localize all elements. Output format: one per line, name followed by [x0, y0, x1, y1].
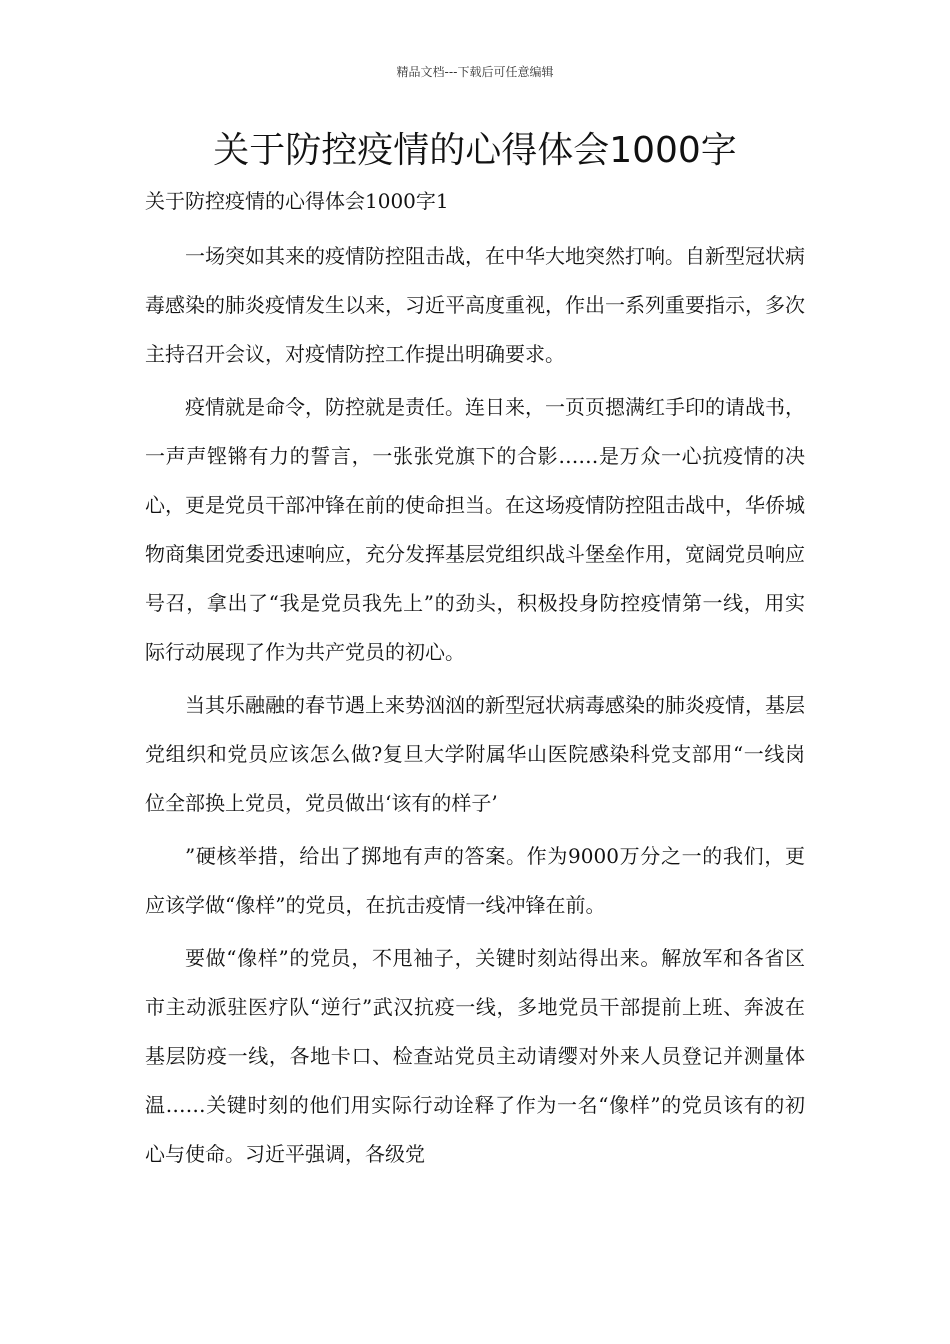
paragraph-1: 一场突如其来的疫情防控阻击战，在中华大地突然打响。自新型冠状病毒感染的肺炎疫情发生以来，习近平高度重视，作出一系列重要指示，多次主持召开会议，对疫情防控工作提出明确要求。	[145, 244, 805, 366]
document-body	[145, 232, 805, 1183]
header-note: 精品文档---下载后可任意编辑	[396, 65, 554, 79]
document-subtitle: 关于防控疫情的心得体会1000字1	[145, 189, 449, 213]
paragraph-4: ”硬核举措，给出了掷地有声的答案。作为9000万分之一的我们，更应该学做“像样”的党员，在抗击疫情一线冲锋在前。	[145, 844, 805, 917]
document-title: 关于防控疫情的心得体会1000字	[213, 130, 737, 171]
paragraph-3: 当其乐融融的春节遇上来势汹汹的新型冠状病毒感染的肺炎疫情，基层党组织和党员应该怎么做?复旦大学附属华山医院感染科党支部用“一线岗位全部换上党员，党员做出‘该有的样子’	[145, 693, 805, 815]
paragraph-5: 要做“像样”的党员，不甩袖子，关键时刻站得出来。解放军和各省区市主动派驻医疗队“逆行”武汉抗疫一线，多地党员干部提前上班、奔波在基层防疫一线，各地卡口、检查站党员主动请缨对外来人员登记并测量体温……关键时刻的他们用实际行动诠释了作为一名“像样”的党员该有的初心与使命。习近平强调，各级党	[145, 946, 805, 1166]
paragraph-2: 疫情就是命令，防控就是责任。连日来，一页页摁满红手印的请战书，一声声铿锵有力的誓言，一张张党旗下的合影……是万众一心抗疫情的决心，更是党员干部冲锋在前的使命担当。在这场疫情防控阻击战中，华侨城物商集团党委迅速响应，充分发挥基层党组织战斗堡垒作用，宽阔党员响应号召，拿出了“我是党员我先上”的劲头，积极投身防控疫情第一线，用实际行动展现了作为共产党员的初心。	[145, 395, 805, 664]
